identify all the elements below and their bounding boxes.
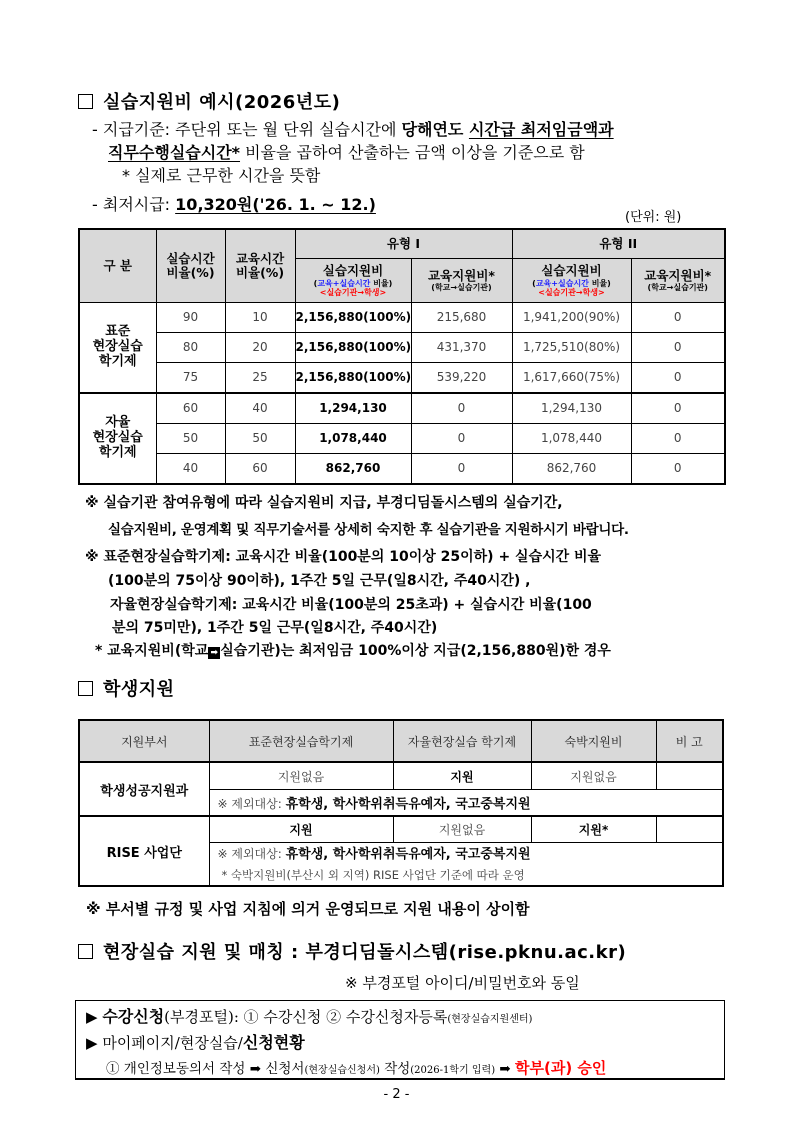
t1-support: 1,078,440 [295,424,411,454]
dept-name: RISE 사업단 [79,816,209,886]
t2-edu: 0 [631,333,725,363]
note-3 [95,640,611,660]
edu-fee-label: 교육지원비* [644,267,712,283]
note-1-line-2: 실습지원비, 운영계획 및 직무기술서를 상세히 숙지한 후 실습기관을 지원하시기 바랍니다. [108,522,629,538]
practice-ratio: 75 [156,363,225,394]
header-edu-ratio [225,229,295,303]
dept-rule-note: ※ 부서별 규정 및 사업 지침에 의거 운영되므로 지원 내용이 상이함 [86,900,530,918]
support-fee-flow: <실습기관→학생> [538,287,605,297]
support-fee-sub-rest: 비율 [370,278,389,288]
table-row [79,424,725,454]
t1-support: 2,156,880(100%) [295,303,411,333]
group-name-standard [79,303,156,394]
t2-edu: 0 [631,454,725,485]
header-t2-edu-fee [631,259,725,303]
criteria-underline-1: 시간급 최저임금액과 [468,120,614,139]
step-3-arrow: ➡ [495,1061,515,1077]
exclusion-text: 휴학생, 학사학위취득유예자, 국고중복지원 [285,797,531,812]
lodging-cell: 지원없음 [531,762,656,790]
t2-edu: 0 [631,424,725,454]
t2-support: 1,078,440 [512,424,631,454]
triangle-bullet-icon: ▶ [86,1034,98,1052]
support-fee-flow: <실습기관→학생> [319,287,387,297]
section-title-text: 현장실습 지원 및 매칭 : 부경디딤돌시스템(rise.pknu.ac.kr) [103,942,627,963]
section-title-support-example [78,88,340,114]
checkbox-square-icon [78,681,93,696]
section-title-matching [78,938,626,964]
group-name-l2: 현장실습 [92,339,143,355]
step-row-1 [86,1004,532,1027]
header-dept: 지원부서 [79,720,209,762]
header-practice-ratio-l2: 비율(%) [166,265,215,280]
dept-name: 학생성공지원과 [79,762,209,816]
t1-edu: 0 [411,393,512,424]
note-2-line-2: (100분의 75이상 90이하), 1주간 5일 근무(일8시간, 주40시간) , [108,573,531,589]
header-edu-ratio-l1: 교육시간 [235,250,285,266]
table-row [79,303,725,333]
exclusion-text: 휴학생, 학사학위취득유예자, 국고중복지원 [285,846,531,862]
criteria-bold: 당해연도 [401,120,469,139]
t2-support: 1,294,130 [512,393,631,424]
criteria-line-2 [108,140,585,163]
practice-ratio: 80 [156,333,225,363]
t1-support: 2,156,880(100%) [295,333,411,363]
min-wage-value: 10,320원('26. 1. ~ 12.) [175,195,376,214]
header-t1-support-fee [295,259,411,303]
t2-support: 1,617,660(75%) [512,363,631,394]
criteria-underline-2: 직무수행실습시간* [108,143,241,162]
t2-support: 862,760 [512,454,631,485]
min-wage-line [92,192,376,215]
section-title-text: 실습지원비 예시(2026년도) [103,92,341,113]
exclusion-prefix: ※ 제외대상: [217,797,286,811]
support-fee-label: 실습지원비 [322,263,384,279]
group-name-l3: 학기제 [98,444,137,460]
table-row [79,393,725,424]
autonomous-cell: 지원없음 [393,816,531,843]
header-type2: 유형 II [512,229,725,259]
criteria-footnote: * 실제로 근무한 시간을 뜻함 [122,166,321,185]
standard-cell: 지원없음 [209,762,393,790]
note-2-line-4: 분의 75미만), 1주간 5일 근무(일8시간, 주40시간) [112,620,438,636]
criteria-prefix: - 지급기준: 주단위 또는 월 단위 실습시간에 [92,120,402,139]
header-edu-ratio-l2: 비율(%) [235,265,285,280]
application-steps-box [75,1000,725,1080]
note-2-line-3: 자율현장실습학기제: 교육시간 비율(100분의 25초과) + 실습시간 비율(100 [110,597,592,613]
group-name-l3: 학기제 [98,353,137,369]
section-title-student-support [78,675,175,701]
practice-ratio: 90 [156,303,225,333]
note-2-line-1: ※ 표준현장실습학기제: 교육시간 비율(100분의 10이상 25이하) + 실습시간 비율 [85,549,602,565]
section-title-text: 학생지원 [103,679,175,700]
t1-support: 2,156,880(100%) [295,363,411,394]
course-registration-center: (현장실습지원센터) [447,1014,533,1025]
note-3-suffix: 실습기관)는 최저임금 100%이상 지급(2,156,880원)한 경우 [220,643,611,659]
step-3-semester: (2026-1학기 입력) [410,1065,496,1076]
student-support-table [78,719,724,887]
header-practice-ratio [156,229,225,303]
group-name-l1: 자율 [105,415,131,431]
group-name-l1: 표준 [105,324,131,340]
support-fee-sub: (교육+실습시간 비율) [532,278,611,288]
header-t1-edu-fee [411,259,512,303]
group-name-l2: 현장실습 [92,430,143,446]
group-name-autonomous [79,393,156,484]
lodging-cell: 지원* [531,816,656,843]
header-standard: 표준현장실습학기제 [209,720,393,762]
note-1-line-1: ※ 실습기관 참여유형에 따라 실습지원비 지급, 부경디딤돌시스템의 실습기간, [85,495,563,511]
t2-support: 1,725,510(80%) [512,333,631,363]
exclusion-prefix: ※ 제외대상: [217,846,286,861]
practice-ratio: 40 [156,454,225,485]
table-row [79,363,725,394]
note-3-prefix: * 교육지원비(학교 [95,643,209,659]
t2-edu: 0 [631,393,725,424]
checkbox-square-icon [78,944,93,959]
t1-edu: 431,370 [411,333,512,363]
edu-fee-label: 교육지원비* [428,267,495,283]
t2-support: 1,941,200(90%) [512,303,631,333]
edu-ratio: 20 [225,333,295,363]
practice-ratio: 60 [156,393,225,424]
header-lodging: 숙박지원비 [531,720,656,762]
lodging-footnote: * 숙박지원비(부산시 외 지역) RISE 사업단 기준에 따라 운영 [221,867,525,882]
edu-ratio: 10 [225,303,295,333]
course-registration-label: 수강신청 [102,1007,165,1026]
t1-edu: 0 [411,424,512,454]
exclusion-row [209,843,723,887]
edu-ratio: 50 [225,424,295,454]
t1-support: 862,760 [295,454,411,485]
support-fee-label: 실습지원비 [541,263,602,279]
t2-edu: 0 [631,303,725,333]
t1-edu: 0 [411,454,512,485]
standard-cell: 지원 [209,816,393,843]
application-status-label: 신청현황 [242,1033,305,1052]
practice-ratio: 50 [156,424,225,454]
support-fee-table [78,228,726,485]
portal-id-note: ※ 부경포털 아이디/비밀번호와 동일 [345,974,580,992]
support-fee-sub-rest: 비율 [588,278,608,288]
step-3-form-name: (현장실습신청서) [304,1065,380,1076]
unit-label: (단위: 원) [625,210,682,225]
t1-edu: 539,220 [411,363,512,394]
edu-fee-flow: (학교→실습기관) [647,283,708,293]
autonomous-cell: 지원 [393,762,531,790]
criteria-suffix: 비율을 곱하여 산출하는 금액 이상을 기준으로 함 [240,143,585,162]
t1-edu: 215,680 [411,303,512,333]
page-number: - 2 - [383,1087,410,1102]
t1-support: 1,294,130 [295,393,411,424]
step-3-part-b: 작성 [379,1061,411,1077]
edu-ratio: 25 [225,363,295,394]
criteria-line-1 [92,117,614,140]
course-registration-steps: (부경포털): ① 수강신청 ② 수강신청자등록 [164,1008,448,1026]
edu-fee-flow: (학교→실습기관) [431,283,492,293]
header-category: 구 분 [79,229,156,303]
remark-cell [656,816,723,843]
department-approval: 학부(과) 승인 [515,1059,607,1077]
table-row [79,454,725,485]
min-wage-label: - 최저시급: [92,195,176,214]
table-row [79,333,725,363]
edu-ratio: 60 [225,454,295,485]
mypage-path: 마이페이지/현장실습/ [102,1034,243,1052]
header-type1: 유형 I [295,229,512,259]
t2-edu: 0 [631,363,725,394]
support-fee-sub-blue: 교육+실습시간 [535,278,589,288]
header-practice-ratio-l1: 실습시간 [166,250,215,266]
header-autonomous: 자율현장실습 학기제 [393,720,531,762]
exclusion-row [209,790,723,817]
step-row-3 [106,1057,606,1078]
support-fee-sub-blue: 교육+실습시간 [317,278,371,288]
step-row-2 [86,1030,305,1053]
remark-cell [656,762,723,790]
support-fee-sub: (교육+실습시간 비율) [313,278,393,288]
step-3-part-a: ① 개인정보동의서 작성 ➡ 신청서 [106,1061,305,1077]
header-t2-support-fee [512,259,631,303]
edu-ratio: 40 [225,393,295,424]
header-remark: 비 고 [656,720,723,762]
arrow-right-box-icon: ➡ [208,647,220,659]
checkbox-square-icon [78,94,93,109]
triangle-bullet-icon: ▶ [86,1008,98,1026]
